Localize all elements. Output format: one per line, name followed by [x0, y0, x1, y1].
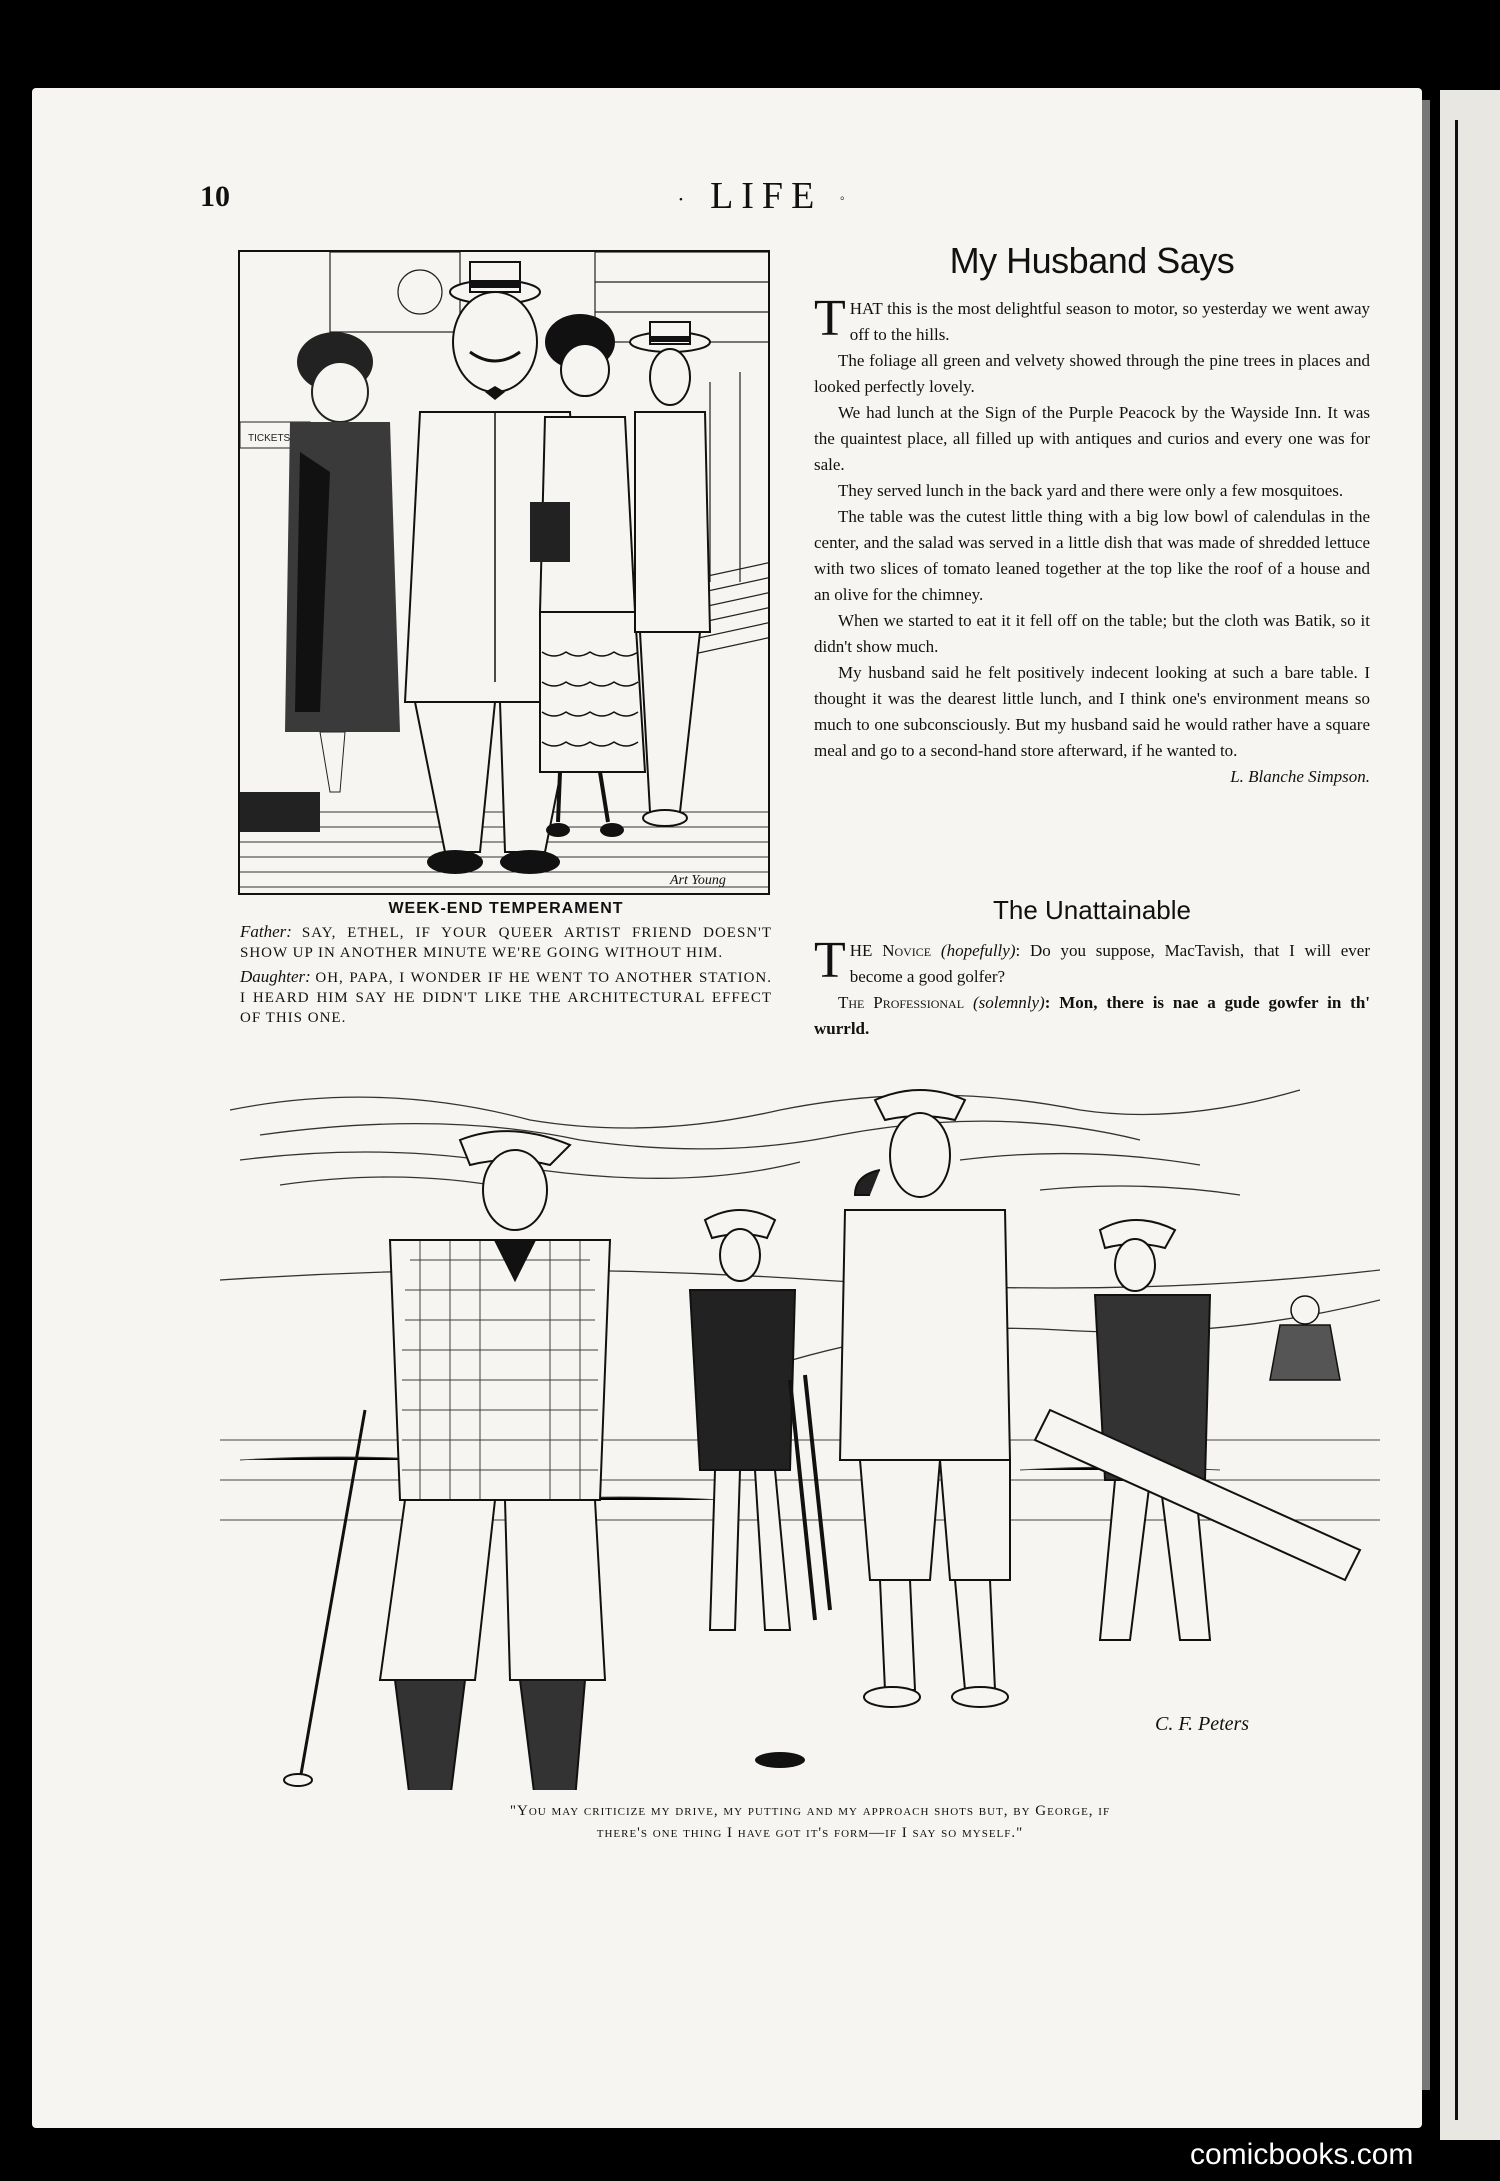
article-paragraph: When we started to eat it it fell off on the table; but the cloth was Batik, so it didn't show much. — [814, 611, 1370, 656]
caption-father — [240, 922, 772, 963]
cartoon2-signature: C. F. Peters — [1155, 1713, 1250, 1735]
article-paragraph: THAT this is the most delightful season to motor, so yesterday we went away off to the hills. — [814, 290, 1370, 347]
caption-daughter — [240, 967, 772, 1028]
page-fold-line — [1455, 120, 1458, 2120]
golf-caption-line2: there's one thing I have got it's form—if I say so myself." — [596, 1825, 1024, 1841]
golf-caption — [360, 1800, 1260, 1844]
week-end-cartoon — [238, 250, 770, 895]
professional-golfer — [840, 1090, 1010, 1707]
masthead: · LIFE ◦ — [677, 175, 853, 217]
caddie-boy — [690, 1210, 830, 1630]
daughter-line: OH, PAPA, I WONDER IF HE WENT TO ANOTHER STATION. I HEARD HIM SAY HE DIDN'T LIKE THE ARCHITECTURAL EFFECT OF THIS ONE. — [240, 970, 773, 1026]
tickets-sign: TICKETS — [248, 433, 291, 444]
byline: L. Blanche Simpson. — [1230, 767, 1370, 786]
week-end-caption — [240, 900, 772, 1028]
article-paragraph: They served lunch in the back yard and there were only a few mosquitoes. — [838, 481, 1344, 500]
novice-line: THE Novice (hopefully): Do you suppose, MacTavish, that I will ever become a good golfer? — [814, 932, 1371, 989]
distant-golfer — [1270, 1296, 1340, 1380]
article-paragraph: The table was the cutest little thing with a big low bowl of calendulas in the center, and the salad was served in a little dish that was made of shredded lettuce with two slices of tomato leaned together at the top like the roof of a house and an olive for the chimney. — [814, 507, 1370, 604]
golf-cartoon — [220, 1080, 1380, 1790]
father-label: Father: — [240, 922, 292, 941]
page-edge — [1422, 100, 1430, 2090]
article-paragraph: We had lunch at the Sign of the Purple Peacock by the Wayside Inn. It was the quaintest place, all filled up with antiques and curios and every one was for sale. — [814, 403, 1370, 474]
next-page-edge — [1440, 90, 1500, 2140]
article-paragraph: The foliage all green and velvety showed through the pine trees in places and looked perfectly lovely. — [814, 351, 1370, 396]
article-the-unattainable — [814, 895, 1370, 1042]
novice-golfer — [284, 1131, 610, 1790]
father-line: SAY, ETHEL, IF YOUR QUEER ARTIST FRIEND DOESN'T SHOW UP IN ANOTHER MINUTE WE'RE GOING WITHOUT HIM. — [240, 925, 773, 961]
caption-title: WEEK-END TEMPERAMENT — [388, 900, 624, 917]
golf-cartoon-drawing — [220, 1080, 1380, 1790]
article-my-husband-says — [814, 240, 1370, 790]
professional-line: The Professional (solemnly): Mon, there is nae a gude gowfer in th' wurrld. — [814, 993, 1371, 1038]
cartoon1-signature: Art Young — [670, 873, 726, 888]
watermark: comicbooks.com — [1190, 2138, 1414, 2171]
caddie-with-bag — [1035, 1220, 1360, 1640]
daughter-label: Daughter: — [240, 967, 311, 986]
article2-title: The Unattainable — [992, 895, 1192, 925]
week-end-cartoon-drawing — [240, 252, 770, 895]
page-number: 10 — [200, 180, 230, 213]
drop-cap: T — [814, 932, 846, 989]
masthead-title: LIFE — [710, 175, 823, 217]
drop-cap: T — [814, 290, 846, 347]
article-paragraph: My husband said he felt positively indecent looking at such a bare table. I thought it was the dearest little lunch, and I think one's environment means so much to one subconsciously. But my husband said he would rather have a square meal and go to a second-hand store afterward, if he wanted to. L. Blanche Simpson. — [814, 660, 1370, 764]
article-title: My Husband Says — [949, 240, 1235, 281]
golf-caption-line1: "You may criticize my drive, my putting and my approach shots but, by George, if — [509, 1803, 1111, 1819]
